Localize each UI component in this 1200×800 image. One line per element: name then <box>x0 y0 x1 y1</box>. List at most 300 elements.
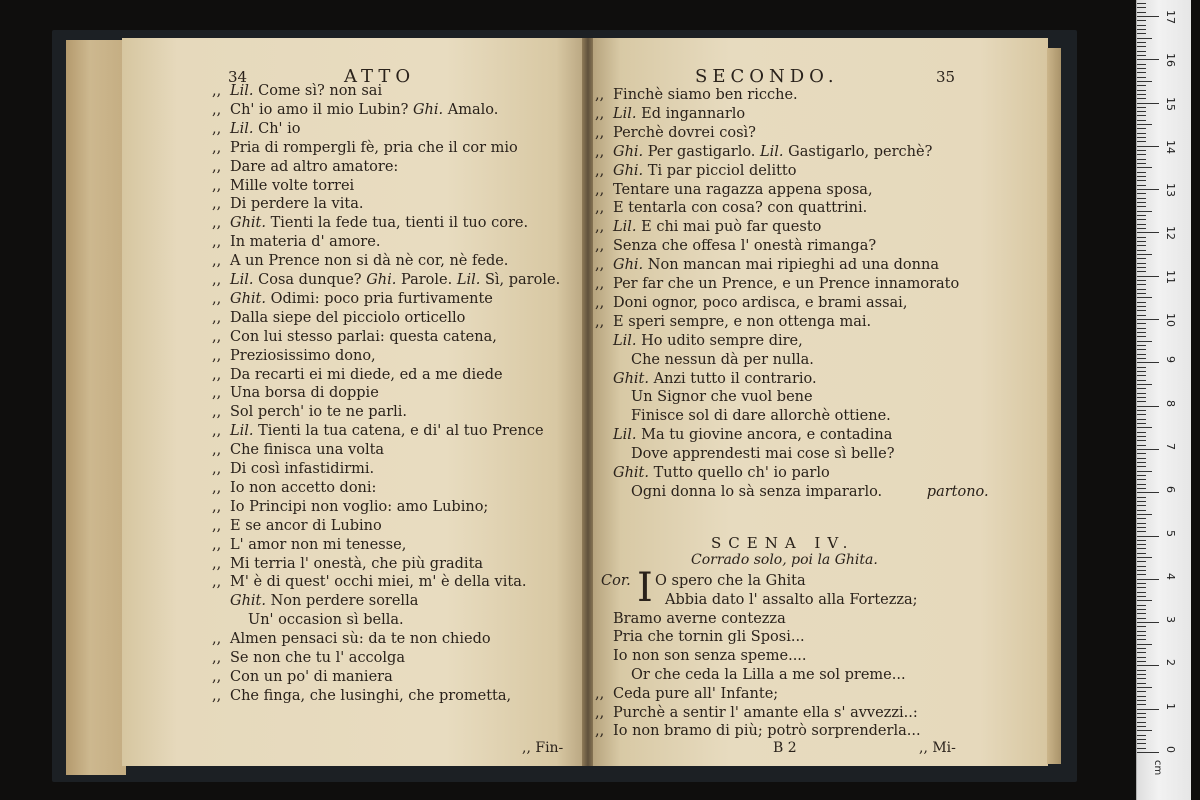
ruler-tick <box>1137 635 1146 636</box>
ruler-tick <box>1137 137 1146 138</box>
line-body <box>230 404 407 420</box>
ruler-tick <box>1137 510 1146 511</box>
ruler-tick <box>1137 211 1152 212</box>
verse-text: Parole. <box>400 272 453 288</box>
quote-mark: ,, <box>212 328 222 345</box>
ruler-tick <box>1137 583 1146 584</box>
quote-mark: ,, <box>212 668 222 685</box>
ruler-number: 15 <box>1164 96 1177 111</box>
quote-mark: ,, <box>212 215 222 232</box>
text-line <box>212 649 405 667</box>
quote-mark: ,, <box>212 253 222 270</box>
ruler-tick <box>1137 497 1146 498</box>
ruler-tick <box>1137 362 1159 363</box>
quote-mark: ,, <box>212 83 222 99</box>
quote-mark: ,, <box>595 105 605 122</box>
line-body <box>230 178 354 194</box>
verse-text: Che nessun dà per nulla. <box>631 351 814 368</box>
text-line <box>595 685 778 703</box>
line-body <box>613 163 796 179</box>
verse-text: Io Principi non voglio: amo Lubino; <box>230 498 489 515</box>
verse-text: Perchè dovrei così? <box>613 124 756 141</box>
ruler-tick <box>1137 280 1146 281</box>
ruler-tick <box>1137 644 1152 645</box>
ruler-tick <box>1137 7 1146 8</box>
book-page-edge-left <box>66 40 126 775</box>
ruler-tick <box>1137 462 1146 463</box>
catchword-right: ,, Mi- <box>919 740 956 756</box>
ruler-tick <box>1137 193 1146 194</box>
quote-mark: ,, <box>212 177 222 194</box>
quote-mark: ,, <box>595 238 605 255</box>
verse-text: Per far che un Prence, e un Prence innamorato <box>613 276 960 292</box>
speaker-name: Ghit. <box>230 593 266 610</box>
ruler-number: 13 <box>1164 183 1177 198</box>
ruler-tick <box>1137 85 1146 86</box>
verse-text: Ed ingannarlo <box>641 105 746 122</box>
line-body <box>230 196 363 212</box>
speaker-name: Lil. <box>230 120 254 137</box>
ruler-tick <box>1137 652 1146 653</box>
ruler-tick <box>1137 284 1146 285</box>
verse-text: Che finga, che lusinghi, che prometta, <box>230 687 512 704</box>
text-line <box>212 366 503 384</box>
line-body <box>613 408 891 424</box>
verse-text: E speri sempre, e non ottenga mai. <box>613 313 872 330</box>
line-body <box>613 427 892 443</box>
line-body <box>230 537 406 553</box>
measuring-ruler <box>1136 0 1191 800</box>
ruler-tick <box>1137 310 1146 311</box>
ruler-tick <box>1137 29 1146 30</box>
line-body <box>230 518 382 534</box>
ruler-tick <box>1137 683 1146 684</box>
ruler-tick <box>1137 670 1146 671</box>
text-line <box>595 370 817 388</box>
line-body <box>230 499 488 515</box>
verse-text: O spero che la Ghita <box>655 573 806 589</box>
verse-text: A un Prence non si dà nè cor, nè fede. <box>230 253 509 270</box>
line-body <box>230 669 393 685</box>
ruler-tick <box>1137 159 1146 160</box>
line-body <box>230 556 483 572</box>
ruler-tick <box>1137 696 1146 697</box>
ruler-tick <box>1137 735 1146 736</box>
line-body <box>230 215 528 231</box>
stage-direction: partono. <box>926 483 989 500</box>
text-line <box>212 536 406 554</box>
ruler-tick <box>1137 622 1159 623</box>
text-line <box>212 555 483 573</box>
verse-text: Non perdere sorella <box>270 593 419 610</box>
ruler-tick <box>1137 345 1146 346</box>
text-line <box>212 517 382 535</box>
text-line <box>595 351 814 369</box>
quote-mark: ,, <box>212 574 222 591</box>
quote-mark: ,, <box>212 461 222 477</box>
text-line <box>212 573 526 591</box>
ruler-tick <box>1137 592 1146 593</box>
ruler-tick <box>1137 691 1146 692</box>
text-line <box>212 177 354 195</box>
verse-text: Ch' io <box>258 120 301 137</box>
verse-text: Odimi: poco pria furtivamente <box>270 290 493 307</box>
ruler-tick <box>1137 548 1146 549</box>
ruler-tick <box>1137 154 1146 155</box>
ruler-tick <box>1137 51 1146 52</box>
quote-mark: ,, <box>212 272 222 288</box>
text-line <box>595 143 932 161</box>
speaker-name: Lil. <box>613 219 637 236</box>
ruler-tick <box>1137 423 1146 424</box>
ruler-tick <box>1137 739 1146 740</box>
line-body <box>230 83 382 99</box>
quote-mark: ,, <box>212 234 222 251</box>
verse-text: Una borsa di doppie <box>230 385 379 402</box>
ruler-tick <box>1137 626 1146 627</box>
ruler-tick <box>1137 315 1146 316</box>
ruler-tick <box>1137 163 1146 164</box>
verse-text: E tentarla con cosa? con quattrini. <box>613 200 868 217</box>
ruler-tick <box>1137 488 1146 489</box>
ruler-tick <box>1137 81 1152 82</box>
ruler-tick <box>1137 557 1152 558</box>
ruler-tick <box>1137 241 1146 242</box>
verse-text: Finchè siamo ben ricche. <box>613 87 798 103</box>
verse-text: Tienti la fede tua, tienti il tuo core. <box>270 215 529 232</box>
ruler-tick <box>1137 185 1146 186</box>
ruler-tick <box>1137 544 1146 545</box>
line-body <box>613 465 830 481</box>
quote-mark: ,, <box>212 650 222 666</box>
ruler-tick <box>1137 492 1159 493</box>
verse-text: Dalla siepe del picciolo orticello <box>230 309 466 326</box>
ruler-tick <box>1137 133 1146 134</box>
line-body <box>613 238 876 254</box>
quote-mark: ,, <box>595 87 605 103</box>
text-line <box>212 441 384 459</box>
verse-text: Preziosissimo dono, <box>230 347 376 364</box>
quote-mark: ,, <box>595 143 605 160</box>
text-line <box>595 722 921 740</box>
ruler-tick <box>1137 743 1146 744</box>
ruler-tick <box>1137 107 1146 108</box>
line-body <box>230 688 511 704</box>
quote-mark: ,, <box>595 219 605 236</box>
text-line <box>613 647 807 665</box>
text-line <box>595 704 918 722</box>
ruler-tick <box>1137 371 1146 372</box>
ruler-number: 3 <box>1164 616 1177 624</box>
ruler-tick <box>1137 427 1152 428</box>
ruler-tick <box>1137 393 1146 394</box>
ruler-tick <box>1137 3 1146 4</box>
ruler-tick <box>1137 709 1159 710</box>
ruler-tick <box>1137 250 1146 251</box>
ruler-tick <box>1137 613 1146 614</box>
speaker-name: Lil. <box>230 83 254 99</box>
verse-text: Sol perch' io te ne parli. <box>230 404 408 421</box>
ruler-tick <box>1137 77 1146 78</box>
ruler-tick <box>1137 332 1146 333</box>
line-body <box>613 106 745 122</box>
text-line <box>595 199 867 217</box>
text-line <box>212 158 398 176</box>
ruler-tick <box>1137 367 1146 368</box>
verse-text: Cosa dunque? <box>258 272 362 288</box>
line-body <box>230 348 376 364</box>
ruler-tick <box>1137 523 1146 524</box>
verse-text: Di perdere la vita. <box>230 196 364 213</box>
quote-mark: ,, <box>212 442 222 459</box>
quote-mark: ,, <box>212 366 222 383</box>
verse-text: Non mancan mai ripieghi ad una donna <box>647 257 939 274</box>
ruler-number: 7 <box>1164 442 1177 450</box>
ruler-tick <box>1137 228 1146 229</box>
quote-mark: ,, <box>595 257 605 274</box>
quote-mark: ,, <box>595 181 605 198</box>
quote-mark: ,, <box>595 313 605 330</box>
text-line <box>595 275 959 293</box>
text-line <box>212 592 418 610</box>
text-line <box>212 479 376 497</box>
quote-mark: ,, <box>212 517 222 534</box>
quote-mark: ,, <box>595 276 605 292</box>
ruler-tick <box>1137 618 1146 619</box>
line-body <box>613 182 873 198</box>
ruler-tick <box>1137 319 1159 320</box>
ruler-tick <box>1137 375 1146 376</box>
text-line <box>212 668 393 686</box>
ruler-tick <box>1137 726 1146 727</box>
line-body <box>613 144 932 160</box>
line-body <box>230 102 498 118</box>
quote-mark: ,, <box>595 200 605 217</box>
text-line <box>595 162 796 180</box>
ruler-tick <box>1137 505 1146 506</box>
ruler-tick <box>1137 661 1146 662</box>
line-body <box>230 480 376 496</box>
verse-text: Sì, parole. <box>484 272 561 288</box>
verse-text: Bramo averne contezza <box>613 610 786 627</box>
speaker-name: Lil. <box>230 272 254 288</box>
verse-text: Anzi tutto il contrario. <box>653 370 817 387</box>
ruler-tick <box>1137 289 1146 290</box>
text-line <box>212 120 301 138</box>
line-body <box>230 574 526 590</box>
ruler-tick <box>1137 553 1146 554</box>
line-body <box>613 333 803 349</box>
ruler-tick <box>1137 180 1146 181</box>
ruler-number: 2 <box>1164 659 1177 667</box>
ruler-tick <box>1137 94 1146 95</box>
line-body <box>230 461 374 477</box>
ruler-tick <box>1137 59 1159 60</box>
running-head-left: ATTO <box>344 66 416 87</box>
verse-text: Io non son senza speme.... <box>613 648 807 665</box>
ruler-tick <box>1137 224 1146 225</box>
line-body <box>230 385 379 401</box>
text-line <box>212 611 404 629</box>
ruler-number: 0 <box>1164 746 1177 753</box>
text-line <box>212 328 497 346</box>
verse-text: M' è di quest' occhi miei, m' è della vita. <box>230 574 527 591</box>
ruler-tick <box>1137 674 1146 675</box>
ruler-tick <box>1137 414 1146 415</box>
ruler-tick <box>1137 103 1159 104</box>
ruler-tick <box>1137 64 1146 65</box>
text-line <box>595 105 745 123</box>
line-body <box>613 219 821 235</box>
verse-text: Se non che tu l' accolga <box>230 650 405 666</box>
speaker-name: Ghi. <box>613 162 644 179</box>
ruler-tick <box>1137 536 1159 537</box>
ruler-tick <box>1137 120 1146 121</box>
ruler-tick <box>1137 202 1146 203</box>
ruler-tick <box>1137 527 1146 528</box>
ruler-tick <box>1137 172 1146 173</box>
text-line <box>595 313 871 331</box>
verse-text: Tutto quello ch' io parlo <box>653 465 830 481</box>
ruler-tick <box>1137 16 1159 17</box>
ruler-tick <box>1137 258 1146 259</box>
verse-text: Amalo. <box>447 101 499 118</box>
verse-text: Io non bramo di più; potrò sorprenderla... <box>613 723 921 740</box>
ruler-tick <box>1137 449 1159 450</box>
ruler-tick <box>1137 380 1146 381</box>
text-line <box>212 498 488 516</box>
text-line <box>212 195 363 213</box>
quote-mark: ,, <box>212 120 222 137</box>
quote-mark: ,, <box>212 404 222 421</box>
ruler-tick <box>1137 68 1146 69</box>
ruler-tick <box>1137 25 1146 26</box>
ruler-tick <box>1137 748 1146 749</box>
page-number-left: 34 <box>228 68 248 86</box>
line-body <box>613 484 989 500</box>
speaker-name: Ghi. <box>412 101 444 118</box>
speaker-name: Lil. <box>613 332 637 349</box>
line-body <box>613 352 814 368</box>
line-body <box>230 329 497 345</box>
speaker-name: Lil. <box>613 105 637 122</box>
verse-text: E chi mai può far questo <box>641 219 822 236</box>
line-body <box>613 371 817 387</box>
text-line <box>212 309 465 327</box>
ruler-tick <box>1137 167 1152 168</box>
text-line <box>212 252 508 270</box>
speaker-name: Lil. <box>613 427 637 444</box>
ruler-tick <box>1137 38 1152 39</box>
scene-title: SCENA IV. <box>711 534 855 552</box>
verse-text: Un' occasion sì bella. <box>248 612 404 629</box>
ruler-number: 10 <box>1164 313 1177 327</box>
ruler-tick <box>1137 232 1159 233</box>
line-body <box>230 631 491 647</box>
verse-text: Gastigarlo, perchè? <box>788 143 933 160</box>
ruler-tick <box>1137 479 1146 480</box>
ruler-tick <box>1137 219 1146 220</box>
ruler-tick <box>1137 267 1146 268</box>
text-line <box>595 332 803 350</box>
ruler-tick <box>1137 263 1146 264</box>
ruler-tick <box>1137 713 1146 714</box>
verse-text: Purchè a sentir l' amante ella s' avvezzi..: <box>613 704 918 721</box>
verse-text: Dove apprendesti mai cose sì belle? <box>631 446 895 463</box>
verse-text: Da recarti ei mi diede, ed a me diede <box>230 366 503 383</box>
verse-text: Con un po' di maniera <box>230 668 393 685</box>
line-body <box>613 314 871 330</box>
ruler-tick <box>1137 514 1152 515</box>
ruler-tick <box>1137 42 1146 43</box>
page-number-right: 35 <box>936 68 956 86</box>
ruler-number: 12 <box>1164 226 1177 241</box>
ruler-tick <box>1137 722 1146 723</box>
verse-text: Ho udito sempre dire, <box>641 332 803 349</box>
verse-text: L' amor non mi tenesse, <box>230 536 407 553</box>
quote-mark: ,, <box>212 631 222 648</box>
ruler-tick <box>1137 198 1146 199</box>
text-line <box>655 572 806 590</box>
text-line <box>212 233 380 251</box>
speaker-name: Lil. <box>230 423 254 440</box>
ruler-tick <box>1137 293 1146 294</box>
verse-text: Finisce sol di dare allorchè ottiene. <box>631 408 891 425</box>
verse-text: Ma tu giovine ancora, e contadina <box>641 427 893 444</box>
ruler-tick <box>1137 176 1146 177</box>
verse-text: Tentare una ragazza appena sposa, <box>613 181 873 198</box>
speaker-name: Lil. <box>760 143 784 160</box>
verse-text: Doni ognor, poco ardisca, e brami assai, <box>613 294 908 311</box>
ruler-tick <box>1137 600 1152 601</box>
ruler-tick <box>1137 648 1146 649</box>
ruler-tick <box>1137 90 1146 91</box>
ruler-tick <box>1137 458 1146 459</box>
verse-text: Almen pensaci sù: da te non chiedo <box>230 631 491 648</box>
ruler-tick <box>1137 410 1146 411</box>
ruler-number: 17 <box>1164 9 1177 24</box>
text-line <box>212 271 560 289</box>
line-body <box>230 234 380 250</box>
line-body <box>613 276 959 292</box>
ruler-tick <box>1137 609 1146 610</box>
text-line <box>595 237 876 255</box>
ruler-tick <box>1137 730 1152 731</box>
text-line <box>212 384 379 402</box>
ruler-tick <box>1137 704 1146 705</box>
speaker-name: Ghit. <box>230 215 266 232</box>
ruler-tick <box>1137 328 1146 329</box>
text-line <box>595 464 830 482</box>
speaker-name: Ghi. <box>366 272 397 288</box>
line-body <box>230 159 398 175</box>
text-line <box>212 422 544 440</box>
ruler-tick <box>1137 150 1146 151</box>
ruler-tick <box>1137 574 1146 575</box>
quote-mark: ,, <box>595 685 605 702</box>
ruler-tick <box>1137 146 1159 147</box>
ruler-tick <box>1137 570 1146 571</box>
ruler-tick <box>1137 678 1146 679</box>
verse-text: Ceda pure all' Infante; <box>613 685 779 702</box>
quote-mark: ,, <box>212 385 222 402</box>
text-line <box>595 426 892 444</box>
ruler-tick <box>1137 752 1159 753</box>
quote-mark: ,, <box>212 309 222 326</box>
text-line <box>212 347 376 365</box>
ruler-number: 11 <box>1164 269 1177 284</box>
quote-mark: ,, <box>212 423 222 440</box>
